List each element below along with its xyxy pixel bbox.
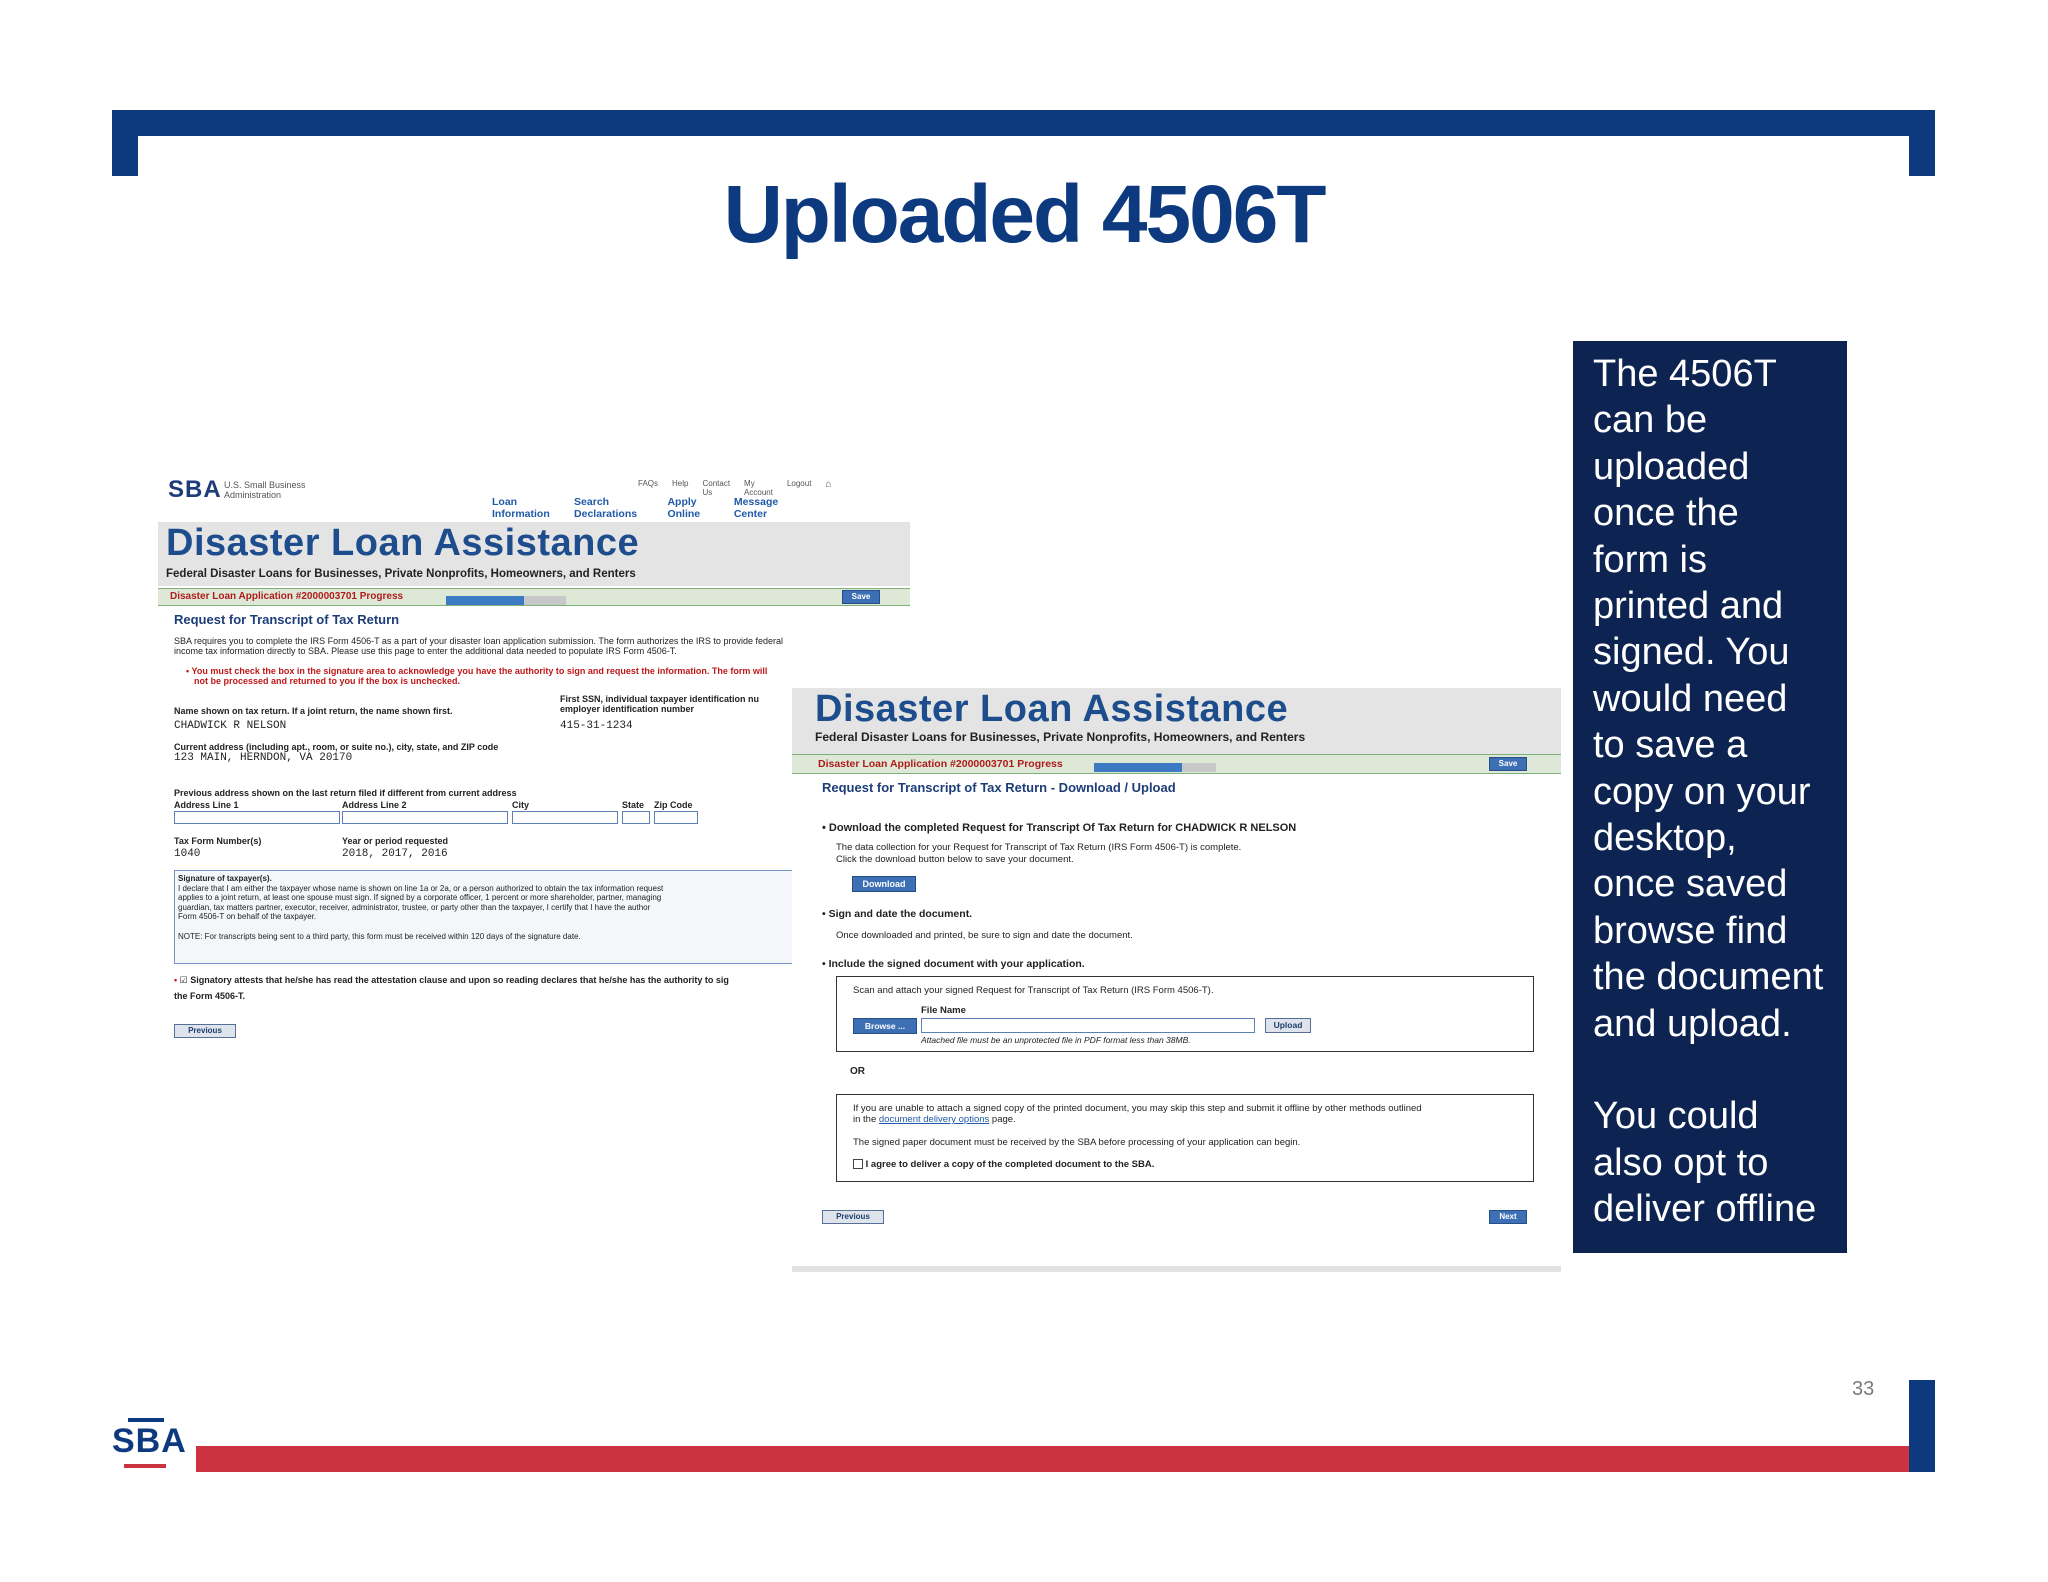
sidebar-paragraph-1 [1593,351,1847,1047]
app-subtitle-2: Federal Disaster Loans for Businesses, Private Nonprofits, Homeowners, and Renters [815,730,1306,744]
prev-zip-input[interactable] [654,811,698,824]
browse-button[interactable]: Browse ... [853,1018,917,1034]
contact-us-link[interactable]: Contact Us [702,479,731,497]
ssn-label-line2: employer identification number [560,704,695,714]
main-nav [492,496,794,520]
page-number: 33 [1852,1378,1875,1400]
taxform-label: Tax Form Number(s) [174,836,262,846]
attest-checkbox-icon[interactable]: ☑ [179,975,188,985]
scan-text: Scan and attach your signed Request for Transcript of Tax Return (IRS Form 4506-T). [853,985,1214,996]
attest-line1: Signatory attests that he/she has read the attestation clause and upon so reading declares that he/she has the authority to sig [190,975,729,985]
sba-logo-text: SBA [168,476,222,503]
address-label: Current address (including apt., room, or suite no.), city, state, and ZIP code [174,742,499,752]
file-name-label: File Name [921,1005,966,1016]
step2-text: Sign and date the document. [828,908,973,920]
progress-row [158,588,910,606]
step2-line1: Once downloaded and printed, be sure to sign and date the document. [836,930,1133,941]
app-subtitle: Federal Disaster Loans for Businesses, Private Nonprofits, Homeowners, and Renters [166,568,636,580]
sidebar-line: and upload. [1593,1002,1792,1045]
progress-fill-2 [1094,763,1182,772]
step3-text: Include the signed document with your application. [828,958,1085,970]
sidebar-line: browse find [1593,909,1788,952]
prev-col-city: City [512,800,530,810]
signature-line1: I declare that I am either the taxpayer whose name is shown on line 1a or 2a, or a person authorized to obtain the tax information request [178,883,664,893]
app-banner-2 [792,688,1561,754]
attest-line2: the Form 4506-T. [174,991,246,1001]
ssn-label-line1: First SSN, individual taxpayer identification nu [560,694,760,704]
screenshot-tax-form [158,466,871,1046]
ssn-value: 415-31-1234 [560,720,633,732]
top-frame-left-tick [112,110,138,176]
step1-text: Download the completed Request for Transcript Of Tax Return for CHADWICK R NELSON [828,822,1297,834]
app-title: Disaster Loan Assistance [166,522,640,564]
form-heading: Request for Transcript of Tax Return [174,612,400,627]
sidebar-line: uploaded [1593,445,1750,488]
save-button-2[interactable]: Save [1489,757,1527,771]
progress-label: Disaster Loan Application #2000003701 Progress [170,591,404,602]
required-bullet: • [174,975,180,985]
prev-col-state: State [622,800,645,810]
top-frame-right-tick [1909,110,1935,176]
previous-button[interactable]: Previous [174,1024,236,1038]
sidebar-line: once saved [1593,863,1788,906]
signature-note: NOTE: For transcripts being sent to a third party, this form must be received within 120 days of the signature date. [178,931,581,941]
progress-label-2: Disaster Loan Application #2000003701 Progress [818,758,1063,770]
signature-box [174,870,794,964]
prev-city-input[interactable] [512,811,618,824]
logout-link[interactable]: Logout [786,479,812,488]
nav-loan-information[interactable]: Loan Information [492,496,550,520]
screenshot-download-upload: Disaster Loan Assistance Federal Disaster Loans for Businesses, Private Nonprofits, Homeowners, and Renters Disaster Loan Application #2000003701 Progress Save Request for Transcript of Tax Return - Download / Upload • Download the completed Request for Transcript Of Tax Return for CHADWICK R NELSON The data collection for your Request for Transcript of Tax Return (IRS Form 4506-T) is complete. Click the download button below to save your document. Download • Sign and date the document. Once downloaded and printed, be sure to sign and date the document. • Include the signed document with your application. Scan and attach your signed Request for Transcript of Tax Return (IRS Form 4506-T). File Name Browse ... Upload Attached file must be an unprotected file in PDF format less than 38MB. OR If you are unable to attach a signed copy of the printed document, you may skip this step and submit it offline by other methods outlined in the document delivery options page. The signed paper document must be received by the SBA before processing of your application can begin. I agree to deliver a copy of the completed document to the SBA. Previous Next [792,688,1561,1274]
footer-sba-logo [112,1414,187,1470]
sidebar-line: also opt to [1593,1141,1769,1184]
sba-logo[interactable] [168,476,222,504]
signature-line2: applies to a joint return, at least one spouse must sign. If signed by a corporate officer, 1 percent or more shareholder, partner, managing [178,893,662,903]
intro-line2: income tax information directly to SBA. Please use this page to enter the additional data needed to populate IRS Form 4506-T. [174,646,677,656]
nav-apply-online[interactable]: Apply Online [667,496,701,520]
nav-message-center[interactable]: Message Center [733,496,779,520]
sidebar-line: printed and [1593,585,1784,628]
logo-sub-line2: Administration [224,490,282,500]
top-links [638,479,831,497]
app-banner [158,522,910,586]
prev-address1-input[interactable] [174,811,340,824]
offline-line3: The signed paper document must be received by the SBA before processing of your application can begin. [853,1137,1301,1148]
footer-red-bar [196,1446,1918,1472]
prev-col-address2: Address Line 2 [342,800,407,810]
prev-address-label: Previous address shown on the last return filed if different from current address [174,788,517,798]
download-button[interactable]: Download [852,876,916,892]
progress-bar-2 [1094,763,1216,772]
sidebar-line: to save a [1593,724,1748,767]
agree-text: I agree to deliver a copy of the completed document to the SBA. [865,1159,1155,1170]
sidebar-line: would need [1593,677,1788,720]
file-note: Attached file must be an unprotected file in PDF format less than 38MB. [921,1035,1191,1045]
name-value: CHADWICK R NELSON [174,720,287,732]
nav-search-declarations[interactable]: Search Declarations [574,496,638,520]
help-link[interactable]: Help [672,479,689,488]
step1-line1: The data collection for your Request for Transcript of Tax Return (IRS Form 4506-T) is complete. [836,842,1242,853]
my-account-link[interactable]: My Account [744,479,773,497]
step1: • Download the completed Request for Transcript Of Tax Return for CHADWICK R NELSON [822,822,1297,834]
app-title-2: Disaster Loan Assistance [815,688,1289,730]
signature-title: Signature of taxpayer(s). [178,874,272,883]
offline-line2-pre: in the [853,1114,877,1125]
top-frame-bar [112,110,1935,136]
progress-fill [446,596,524,605]
sidebar-line: You could [1593,1095,1759,1138]
step1-line2: Click the download button below to save your document. [836,854,1074,865]
home-icon[interactable]: ⌂ [825,479,832,490]
sidebar-line: copy on your [1593,770,1811,813]
save-button[interactable]: Save [842,590,880,604]
name-label: Name shown on tax return. If a joint return, the name shown first. [174,706,453,716]
footer-logo-text: SBA [112,1422,187,1460]
offline-line1: If you are unable to attach a signed copy of the printed document, you may skip this step and submit it offline by other methods outlined [853,1103,1422,1114]
years-label: Year or period requested [342,836,449,846]
logo-sub-line1: U.S. Small Business [224,480,306,490]
upload-button[interactable]: Upload [1265,1018,1311,1033]
sidebar-line: desktop, [1593,817,1737,860]
warning-line1: You must check the box in the signature area to acknowledge you have the authority to sign and request the information. The form will [191,666,768,676]
sidebar-callout [1573,341,1847,1253]
years-value: 2018, 2017, 2016 [342,848,448,860]
or-label: OR [850,1066,865,1077]
upload-box [836,976,1534,1052]
sidebar-line: The 4506T [1593,353,1777,395]
address-value: 123 MAIN, HERNDON, VA 20170 [174,752,353,764]
intro-line1: SBA requires you to complete the IRS Form 4506-T as a part of your disaster loan application submission. The form authorizes the IRS to provide federal [174,636,783,646]
sidebar-line: signed. You [1593,631,1790,674]
prev-col-address1: Address Line 1 [174,800,239,810]
signature-line3: guardian, tax matters partner, executor, receiver, administrator, trustee, or party other than the taxpayer, I certify that I have the author [178,902,651,912]
sidebar-paragraph-2 [1593,1093,1847,1232]
document-delivery-options-link[interactable]: document delivery options [878,1114,990,1125]
previous-button-2[interactable]: Previous [822,1210,884,1224]
signature-line4: Form 4506-T on behalf of the taxpayer. [178,912,317,922]
progress-bar [446,596,566,605]
sidebar-line: deliver offline [1593,1187,1817,1230]
scroll-shadow [792,1266,1561,1272]
offline-box [836,1094,1534,1182]
agree-checkbox[interactable] [853,1159,863,1169]
progress-row-2 [792,754,1561,774]
prev-col-zip: Zip Code [654,800,693,810]
warning-line2: not be processed and returned to you if the box is unchecked. [194,676,461,686]
footer-logo-bottom-bar [124,1464,166,1468]
file-name-input[interactable] [921,1018,1255,1033]
sidebar-line: the document [1593,956,1824,999]
download-upload-heading: Request for Transcript of Tax Return - Download / Upload [822,780,1176,795]
taxform-value: 1040 [174,848,201,860]
sidebar-line: can be [1593,399,1708,442]
warning-bullet: • [186,666,192,676]
footer-blue-corner [1909,1446,1935,1472]
offline-line2-post: page. [991,1114,1016,1125]
next-button[interactable]: Next [1489,1210,1527,1224]
sidebar-line: form is [1593,538,1707,581]
prev-address2-input[interactable] [342,811,508,824]
slide-title: Uploaded 4506T [723,169,1325,260]
prev-state-input[interactable] [622,811,650,824]
sidebar-line: once the [1593,492,1739,535]
faqs-link[interactable]: FAQs [638,479,659,488]
